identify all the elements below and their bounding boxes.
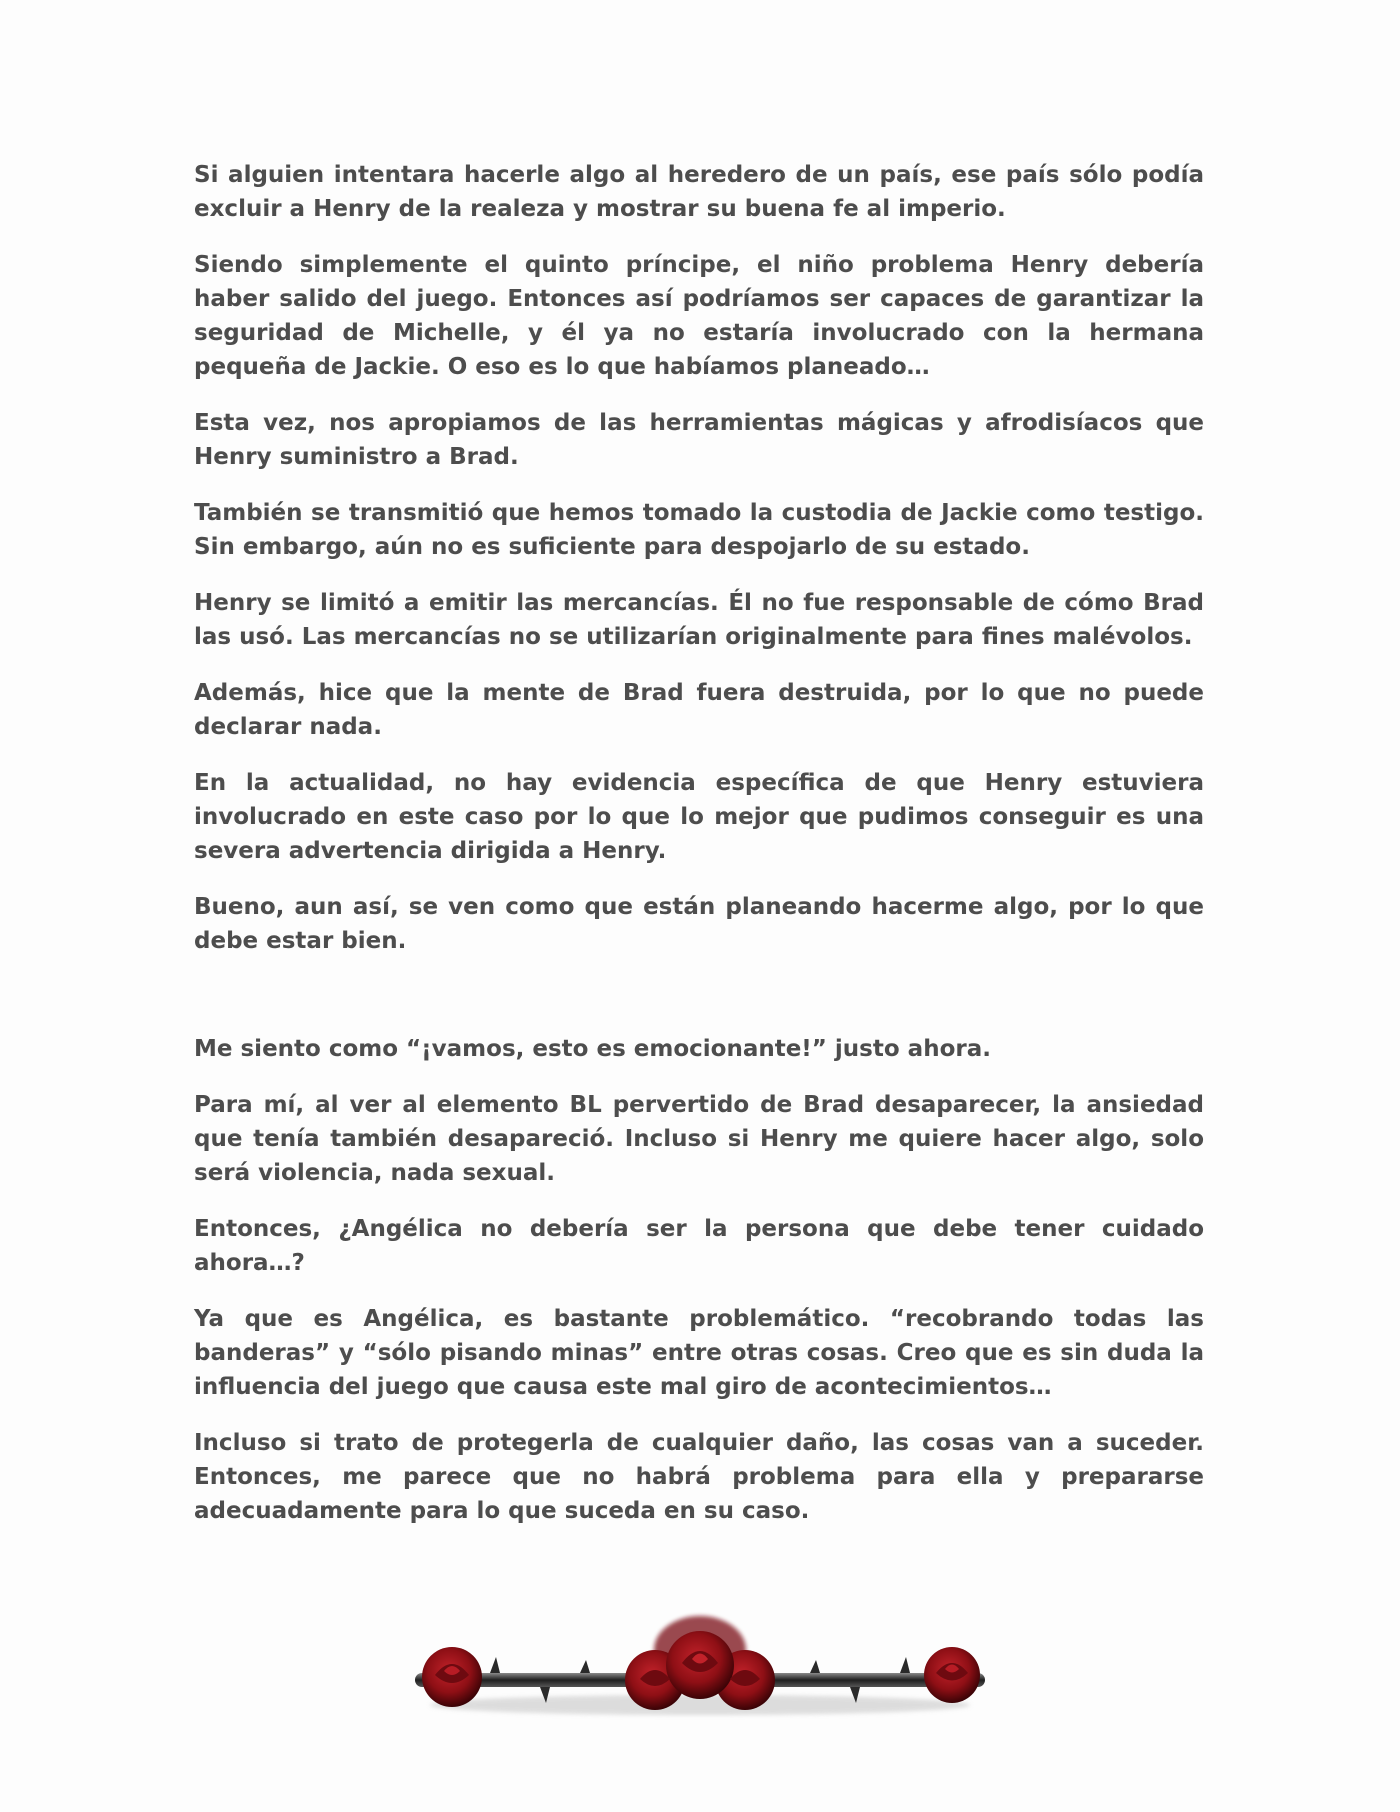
paragraph-5: Henry se limitó a emitir las mercancías. Él no fue responsable de cómo Brad las usó. Las mercancías no se utilizarían originalmente para fines malévolos. xyxy=(194,590,1204,650)
paragraph-8: Bueno, aun así, se ven como que están planeando hacerme algo, por lo que debe estar bien. xyxy=(194,894,1204,954)
rose-divider-icon xyxy=(400,1605,1000,1735)
paragraph-12: Ya que es Angélica, es bastante problemático. “recobrando todas las banderas” y “sólo pisando minas” entre otras cosas. Creo que es sin duda la influencia del juego que causa este mal giro de acontecimientos… xyxy=(194,1306,1204,1400)
paragraph-13: Incluso si trato de protegerla de cualquier daño, las cosas van a suceder. Entonces, me parece que no habrá problema para ella y prepararse adecuadamente para lo que suceda en su caso. xyxy=(194,1430,1204,1524)
paragraph-2: Siendo simplemente el quinto príncipe, el niño problema Henry debería haber salido del juego. Entonces así podríamos ser capaces de garantizar la seguridad de Michelle, y él ya no estaría involucrado con la hermana pequeña de Jackie. O eso es lo que habíamos planeado… xyxy=(194,252,1204,380)
paragraph-4: También se transmitió que hemos tomado la custodia de Jackie como testigo. Sin embargo, aún no es suficiente para despojarlo de su estado. xyxy=(194,500,1204,560)
body-text xyxy=(194,158,1204,1550)
paragraph-7: En la actualidad, no hay evidencia específica de que Henry estuviera involucrado en este caso por lo que lo mejor que pudimos conseguir es una severa advertencia dirigida a Henry. xyxy=(194,770,1204,864)
paragraph-10: Para mí, al ver al elemento BL pervertido de Brad desaparecer, la ansiedad que tenía también desapareció. Incluso si Henry me quiere hacer algo, solo será violencia, nada sexual. xyxy=(194,1092,1204,1186)
paragraph-3: Esta vez, nos apropiamos de las herramientas mágicas y afrodisíacos que Henry suministro a Brad. xyxy=(194,410,1204,470)
paragraph-1: Si alguien intentara hacerle algo al heredero de un país, ese país sólo podía excluir a Henry de la realeza y mostrar su buena fe al imperio. xyxy=(194,162,1204,222)
paragraph-9: Me siento como “¡vamos, esto es emocionante!” justo ahora. xyxy=(194,1036,991,1062)
paragraph-11: Entonces, ¿Angélica no debería ser la persona que debe tener cuidado ahora…? xyxy=(194,1216,1204,1276)
paragraph-6: Además, hice que la mente de Brad fuera destruida, por lo que no puede declarar nada. xyxy=(194,680,1204,740)
